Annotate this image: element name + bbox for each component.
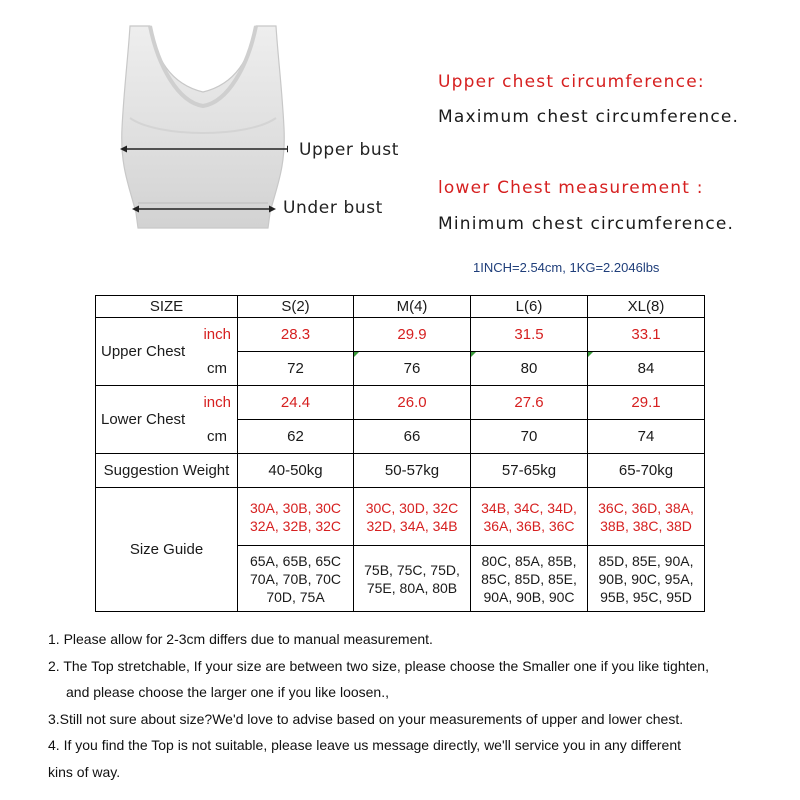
size-guide-eu-s-line2: 70A, 70B, 70C — [249, 570, 342, 587]
upper-chest-cm-xl — [588, 352, 705, 386]
lower-chest-inch-s: 24.4 — [238, 386, 354, 420]
size-guide-us-xl — [588, 488, 705, 546]
lower-chest-inch-xl: 29.1 — [588, 386, 705, 420]
lower-chest-inch-row — [96, 386, 705, 420]
unit-conversion-note: 1INCH=2.54cm, 1KG=2.2046lbs — [473, 260, 660, 275]
lower-chest-description: Minimum chest circumference. — [438, 214, 735, 234]
lower-chest-label-cell — [96, 386, 238, 454]
lower-chest-cm-s: 62 — [238, 420, 354, 454]
size-guide-us-row — [96, 488, 705, 546]
weight-s: 40-50kg — [238, 454, 354, 488]
size-guide-us-m-line1: 30C, 30D, 32C — [365, 499, 459, 516]
table-header-row — [96, 296, 705, 318]
weight-l: 57-65kg — [471, 454, 588, 488]
upper-chest-unit-inch: inch — [203, 326, 231, 344]
size-m-header: M(4) — [354, 296, 471, 318]
size-guide-eu-s-line1: 65A, 65B, 65C — [249, 552, 342, 569]
lower-chest-cm-m: 66 — [354, 420, 471, 454]
upper-chest-cm-l-value: 80 — [520, 360, 538, 377]
weight-row — [96, 454, 705, 488]
note-4-continued: kins of way. — [48, 763, 121, 780]
size-guide-us-s-line2: 32A, 32B, 32C — [249, 517, 342, 534]
upper-chest-inch-l: 31.5 — [471, 318, 588, 352]
size-guide-eu-m-line2: 75E, 80A, 80B — [366, 579, 458, 596]
size-guide-eu-xl-line3: 95B, 95C, 95D — [600, 588, 692, 605]
upper-chest-cm-s-value: 72 — [287, 360, 304, 377]
sports-bra-illustration — [118, 18, 288, 233]
size-guide-eu-l — [471, 546, 588, 612]
size-guide-us-l-line1: 34B, 34C, 34D, — [481, 499, 577, 516]
lower-chest-cm-l: 70 — [471, 420, 588, 454]
weight-label: Suggestion Weight — [96, 454, 238, 488]
note-1: 1. Please allow for 2-3cm differs due to manual measurement. — [48, 631, 433, 647]
size-xl-header: XL(8) — [588, 296, 705, 318]
size-guide-eu-s-line3: 70D, 75A — [266, 588, 325, 605]
under-bust-label: Under bust — [283, 198, 383, 218]
size-chart-table — [95, 295, 705, 612]
upper-chest-cm-m-value: 76 — [403, 360, 421, 377]
size-guide-eu-xl — [588, 546, 705, 612]
size-guide-us-m — [354, 488, 471, 546]
lower-chest-unit-cm: cm — [207, 427, 227, 445]
weight-xl: 65-70kg — [588, 454, 705, 488]
size-guide-eu-l-line3: 90A, 90B, 90C — [483, 588, 575, 605]
lower-chest-inch-m: 26.0 — [354, 386, 471, 420]
upper-chest-description: Maximum chest circumference. — [438, 107, 740, 127]
size-header: SIZE — [96, 296, 238, 318]
upper-chest-cm-s — [238, 352, 354, 386]
size-guide-us-s-line1: 30A, 30B, 30C — [249, 499, 342, 516]
lower-chest-label: Lower Chest — [101, 411, 186, 428]
note-2-continued: and please choose the larger one if you like loosen., — [66, 684, 389, 700]
upper-chest-inch-m: 29.9 — [354, 318, 471, 352]
upper-bust-label: Upper bust — [299, 140, 399, 160]
upper-chest-inch-xl: 33.1 — [588, 318, 705, 352]
lower-chest-cm-xl: 74 — [588, 420, 705, 454]
size-guide-us-l — [471, 488, 588, 546]
note-3: 3.Still not sure about size?We'd love to advise based on your measurements of upper and lower chest. — [48, 710, 684, 727]
size-guide-us-m-line2: 32D, 34A, 34B — [366, 517, 458, 534]
size-guide-us-xl-line1: 36C, 36D, 38A, — [598, 499, 694, 516]
upper-chest-inch-row — [96, 318, 705, 352]
size-guide-us-xl-line2: 38B, 38C, 38D — [600, 517, 692, 534]
size-guide-eu-xl-line2: 90B, 90C, 95A, — [598, 570, 694, 587]
size-guide-eu-xl-line1: 85D, 85E, 90A, — [598, 552, 694, 569]
size-guide-eu-m — [354, 546, 471, 612]
notes-list — [48, 630, 709, 789]
upper-chest-cm-xl-value: 84 — [637, 360, 655, 377]
size-guide-eu-l-line2: 85C, 85D, 85E, — [481, 570, 577, 587]
size-s-header: S(2) — [238, 296, 354, 318]
size-guide-label: Size Guide — [96, 488, 238, 612]
upper-chest-label-cell — [96, 318, 238, 386]
size-guide-us-s — [238, 488, 354, 546]
upper-chest-title: Upper chest circumference: — [438, 72, 705, 92]
lower-chest-title: lower Chest measurement : — [438, 178, 704, 198]
size-guide-us-l-line2: 36A, 36B, 36C — [483, 517, 575, 534]
size-l-header: L(6) — [471, 296, 588, 318]
upper-chest-label: Upper Chest — [101, 343, 186, 360]
note-2: 2. The Top stretchable, If your size are between two size, please choose the Smaller one if you like tighten, — [48, 657, 709, 674]
lower-chest-unit-inch: inch — [203, 394, 231, 412]
weight-m: 50-57kg — [354, 454, 471, 488]
upper-chest-unit-cm: cm — [207, 359, 227, 377]
upper-chest-cm-m — [354, 352, 471, 386]
size-guide-eu-l-line1: 80C, 85A, 85B, — [481, 552, 577, 569]
upper-chest-cm-l — [471, 352, 588, 386]
note-4: 4. If you find the Top is not suitable, please leave us message directly, we'll service you in any different — [48, 737, 682, 753]
size-guide-eu-s — [238, 546, 354, 612]
upper-chest-inch-s: 28.3 — [238, 318, 354, 352]
lower-chest-inch-l: 27.6 — [471, 386, 588, 420]
size-guide-eu-m-line1: 75B, 75C, 75D, — [364, 561, 460, 578]
